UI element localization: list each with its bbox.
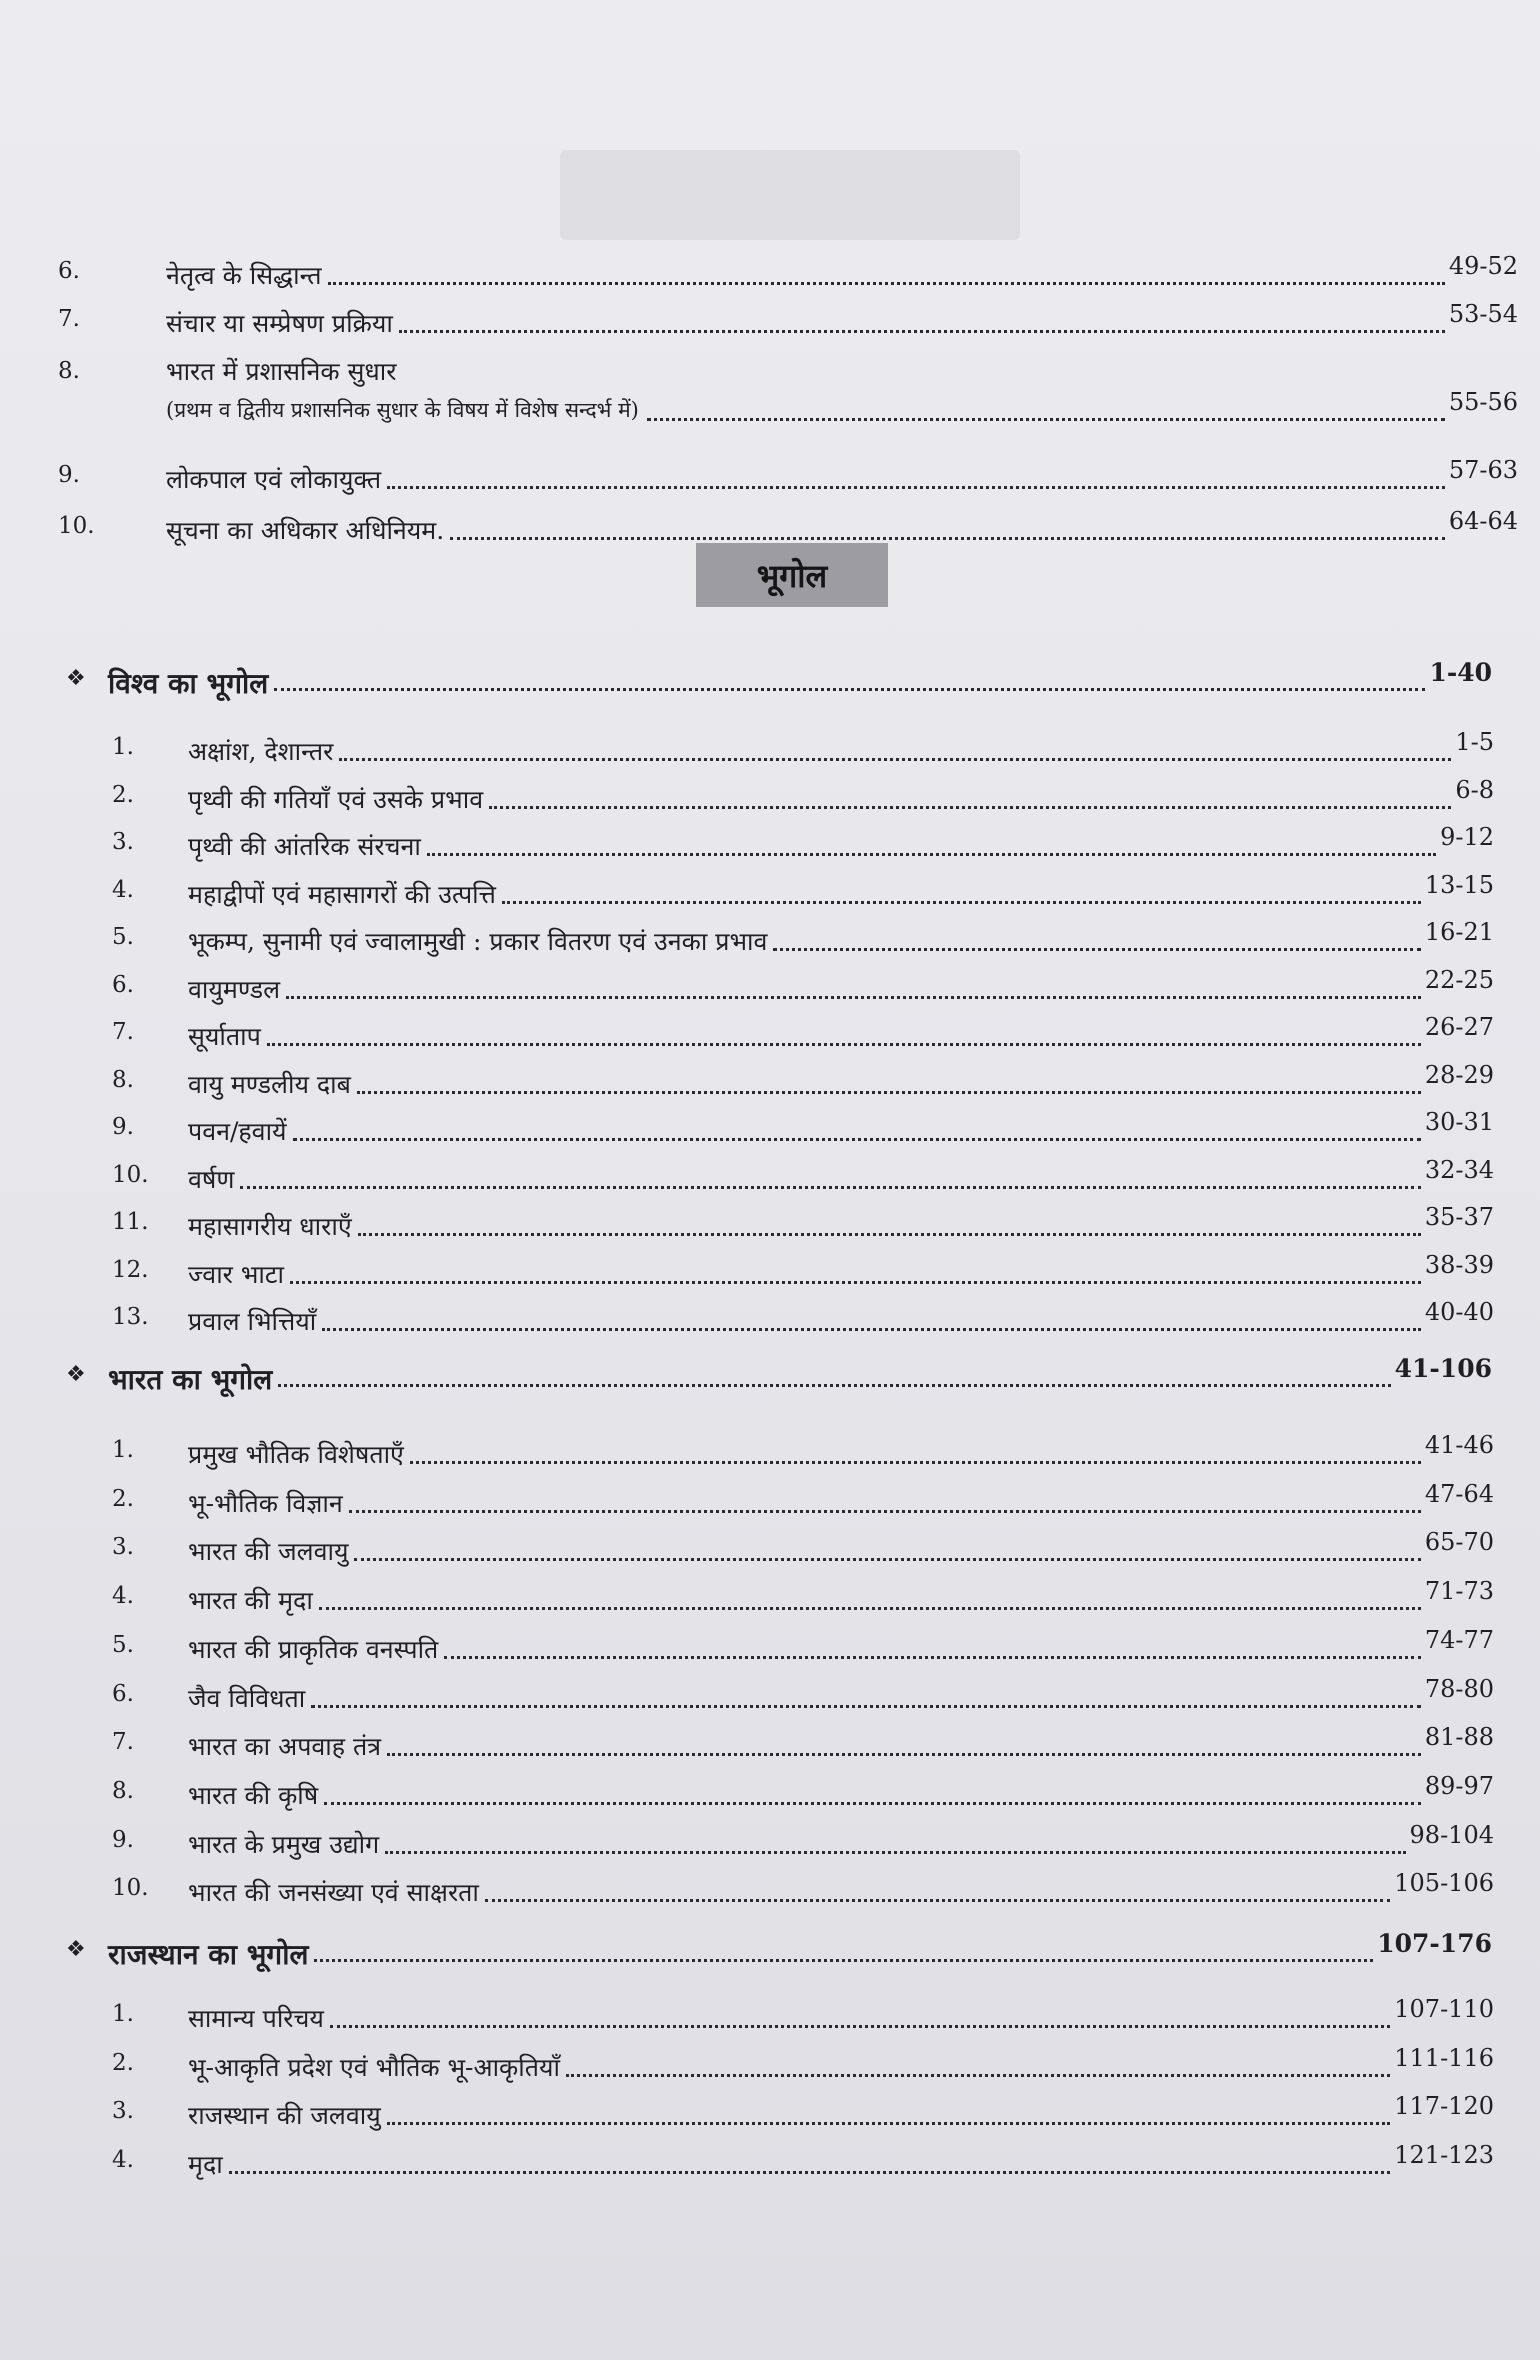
entry-pages: 16-21: [1424, 918, 1494, 946]
dot-leader: [319, 1607, 1421, 1610]
entry-pages: 89-97: [1424, 1771, 1494, 1800]
entry-title: भारत में प्रशासनिक सुधार: [166, 357, 397, 386]
entry-pages: 65-70: [1424, 1528, 1494, 1557]
dot-leader: [773, 948, 1420, 951]
entry-title: मृदा: [188, 2149, 223, 2179]
entry-number: 9.: [112, 1826, 134, 1853]
entry-number: 3.: [112, 2098, 134, 2125]
section-title: राजस्थान का भूगोल: [108, 1938, 309, 1971]
entry-pages: 117-120: [1394, 2092, 1494, 2121]
entry-title: महाद्वीपों एवं महासागरों की उत्पत्ति: [188, 879, 496, 909]
dot-leader: [385, 1851, 1405, 1854]
entry-pages: 121-123: [1394, 2140, 1494, 2169]
dot-leader: [387, 486, 1445, 489]
dot-leader: [489, 806, 1451, 809]
dot-leader: [358, 1233, 1421, 1236]
entry-number: 9.: [112, 1114, 134, 1140]
entry-pages: 35-37: [1424, 1203, 1494, 1231]
dot-leader: [387, 2122, 1391, 2125]
entry-number: 4.: [112, 2146, 134, 2173]
entry-pages: 9-12: [1440, 823, 1494, 851]
entry-number: 9.: [58, 462, 80, 488]
entry-pages: 74-77: [1424, 1625, 1494, 1654]
entry-title: अक्षांश, देशान्तर: [188, 737, 334, 766]
entry-pages: 47-64: [1424, 1479, 1494, 1508]
entry-pages: 1-5: [1455, 728, 1494, 756]
entry-pages: 28-29: [1424, 1060, 1494, 1089]
dot-leader: [399, 330, 1445, 333]
entry-pages: 98-104: [1409, 1820, 1494, 1849]
entry-title: भारत का अपवाह तंत्र: [188, 1732, 382, 1762]
entry-number: 7.: [112, 1019, 134, 1045]
entry-pages: 111-116: [1394, 2043, 1494, 2072]
section-title: भारत का भूगोल: [108, 1363, 273, 1396]
entry-title: प्रमुख भौतिक विशेषताएँ: [188, 1440, 404, 1469]
entry-title: भारत के प्रमुख उद्योग: [188, 1829, 380, 1859]
entry-number: 13.: [112, 1304, 149, 1330]
entry-title: वायुमण्डल: [188, 974, 281, 1004]
entry-number: 1.: [112, 734, 134, 760]
bullet-icon: ❖: [66, 1937, 86, 1962]
section-pages: 1-40: [1429, 658, 1492, 687]
dot-leader: [311, 1705, 1421, 1708]
entry-pages: 49-52: [1448, 252, 1518, 280]
dot-leader: [314, 1959, 1373, 1962]
entry-title: राजस्थान की जलवायु: [188, 2101, 381, 2131]
entry-pages: 32-34: [1424, 1155, 1494, 1184]
entry-title: पवन/हवायें: [188, 1117, 287, 1146]
entry-pages: 30-31: [1424, 1108, 1494, 1136]
dot-leader: [410, 1461, 1421, 1464]
dot-leader: [286, 996, 1421, 999]
entry-title: महासागरीय धाराएँ: [188, 1212, 352, 1241]
entry-title: सूचना का अधिकार अधिनियम.: [166, 516, 445, 545]
entry-number: 2.: [112, 1485, 134, 1512]
entry-title: पृथ्वी की गतियाँ एवं उसके प्रभाव: [188, 784, 484, 814]
dot-leader: [293, 1138, 1421, 1141]
entry-pages: 64-64: [1448, 507, 1518, 535]
entry-title: भारत की प्राकृतिक वनस्पति: [188, 1634, 439, 1664]
entry-number: 4.: [112, 876, 134, 903]
dot-leader: [647, 418, 1445, 421]
entry-pages: 22-25: [1424, 965, 1494, 994]
entry-pages: 38-39: [1424, 1250, 1494, 1279]
entry-number: 5.: [112, 924, 134, 950]
entry-pages: 53-54: [1448, 300, 1518, 328]
dot-leader: [324, 1802, 1421, 1805]
dot-leader: [444, 1656, 1421, 1659]
entry-number: 8.: [112, 1777, 134, 1804]
dot-leader: [322, 1328, 1421, 1331]
dot-leader: [354, 1558, 1420, 1561]
entry-pages: 107-110: [1394, 1995, 1494, 2023]
dot-leader: [387, 1753, 1421, 1756]
dot-leader: [278, 1384, 1390, 1387]
entry-number: 6.: [112, 1680, 134, 1707]
dot-leader: [229, 2171, 1391, 2174]
bullet-icon: ❖: [66, 666, 86, 691]
entry-number: 10.: [112, 1161, 149, 1188]
entry-number: 10.: [58, 513, 95, 539]
entry-title: पृथ्वी की आंतरिक संरचना: [188, 832, 421, 861]
entry-number: 3.: [112, 1534, 134, 1561]
entry-pages: 57-63: [1448, 456, 1518, 484]
entry-subtitle: (प्रथम व द्वितीय प्रशासनिक सुधार के विषय में विशेष सन्दर्भ में): [166, 398, 639, 422]
entry-pages: 40-40: [1424, 1298, 1494, 1326]
section-pages: 107-176: [1377, 1929, 1492, 1958]
entry-pages: 71-73: [1424, 1577, 1494, 1606]
entry-title: सामान्य परिचय: [188, 2004, 324, 2033]
dot-leader: [357, 1091, 1421, 1094]
faded-stamp: [560, 150, 1020, 240]
section-pages: 41-106: [1394, 1354, 1492, 1383]
entry-title: वर्षण: [188, 1164, 235, 1194]
dot-leader: [502, 901, 1421, 904]
entry-number: 6.: [58, 258, 80, 284]
entry-title: भू-भौतिक विज्ञान: [188, 1488, 343, 1518]
entry-pages: 6-8: [1455, 775, 1494, 804]
dot-leader: [349, 1510, 1421, 1513]
entry-number: 2.: [112, 781, 134, 808]
entry-title: भारत की मृदा: [188, 1586, 313, 1616]
section-title: विश्व का भूगोल: [108, 667, 269, 700]
entry-pages: 26-27: [1424, 1013, 1494, 1041]
dot-leader: [274, 688, 1425, 691]
entry-title: लोकपाल एवं लोकायुक्त: [166, 465, 382, 494]
dot-leader: [328, 282, 1445, 285]
entry-number: 1.: [112, 2001, 134, 2027]
entry-title: ज्वार भाटा: [188, 1259, 284, 1289]
entry-number: 8.: [112, 1066, 134, 1093]
entry-number: 5.: [112, 1631, 134, 1658]
entry-title: भारत की जलवायु: [188, 1537, 349, 1567]
entry-title: प्रवाल भित्तियाँ: [188, 1307, 317, 1336]
section-heading: भूगोल: [696, 543, 888, 607]
entry-pages: 78-80: [1424, 1674, 1494, 1703]
entry-number: 11.: [112, 1209, 149, 1235]
entry-number: 3.: [112, 829, 134, 855]
entry-title: भूकम्प, सुनामी एवं ज्वालामुखी : प्रकार वितरण एवं उनका प्रभाव: [188, 927, 768, 956]
entry-title: संचार या सम्प्रेषण प्रक्रिया: [166, 309, 393, 338]
entry-number: 7.: [112, 1729, 134, 1756]
entry-pages: 105-106: [1394, 1869, 1494, 1898]
entry-number: 1.: [112, 1437, 134, 1463]
entry-title: वायु मण्डलीय दाब: [188, 1069, 351, 1099]
entry-pages: 81-88: [1424, 1723, 1494, 1752]
dot-leader: [240, 1186, 1420, 1189]
entry-title: भारत की कृषि: [188, 1780, 319, 1810]
dot-leader: [566, 2074, 1390, 2077]
entry-title: भारत की जनसंख्या एवं साक्षरता: [188, 1878, 479, 1908]
entry-number: 10.: [112, 1875, 149, 1902]
dot-leader: [330, 2025, 1390, 2028]
entry-title: भू-आकृति प्रदेश एवं भौतिक भू-आकृतियाँ: [188, 2052, 560, 2082]
entry-number: 7.: [58, 306, 80, 332]
entry-title: नेतृत्व के सिद्धान्त: [166, 261, 322, 290]
entry-title: सूर्याताप: [188, 1022, 261, 1051]
entry-pages: 41-46: [1424, 1431, 1494, 1459]
dot-leader: [427, 853, 1436, 856]
dot-leader: [339, 758, 1451, 761]
entry-pages: 55-56: [1448, 388, 1518, 416]
entry-number: 6.: [112, 971, 134, 998]
entry-pages: 13-15: [1424, 870, 1494, 899]
entry-title: जैव विविधता: [188, 1683, 306, 1713]
dot-leader: [450, 537, 1445, 540]
dot-leader: [267, 1043, 1421, 1046]
dot-leader: [290, 1281, 1421, 1284]
entry-number: 8.: [58, 358, 80, 384]
dot-leader: [485, 1899, 1390, 1902]
entry-number: 2.: [112, 2049, 134, 2076]
bullet-icon: ❖: [66, 1362, 86, 1387]
entry-number: 4.: [112, 1583, 134, 1610]
entry-number: 12.: [112, 1256, 149, 1283]
